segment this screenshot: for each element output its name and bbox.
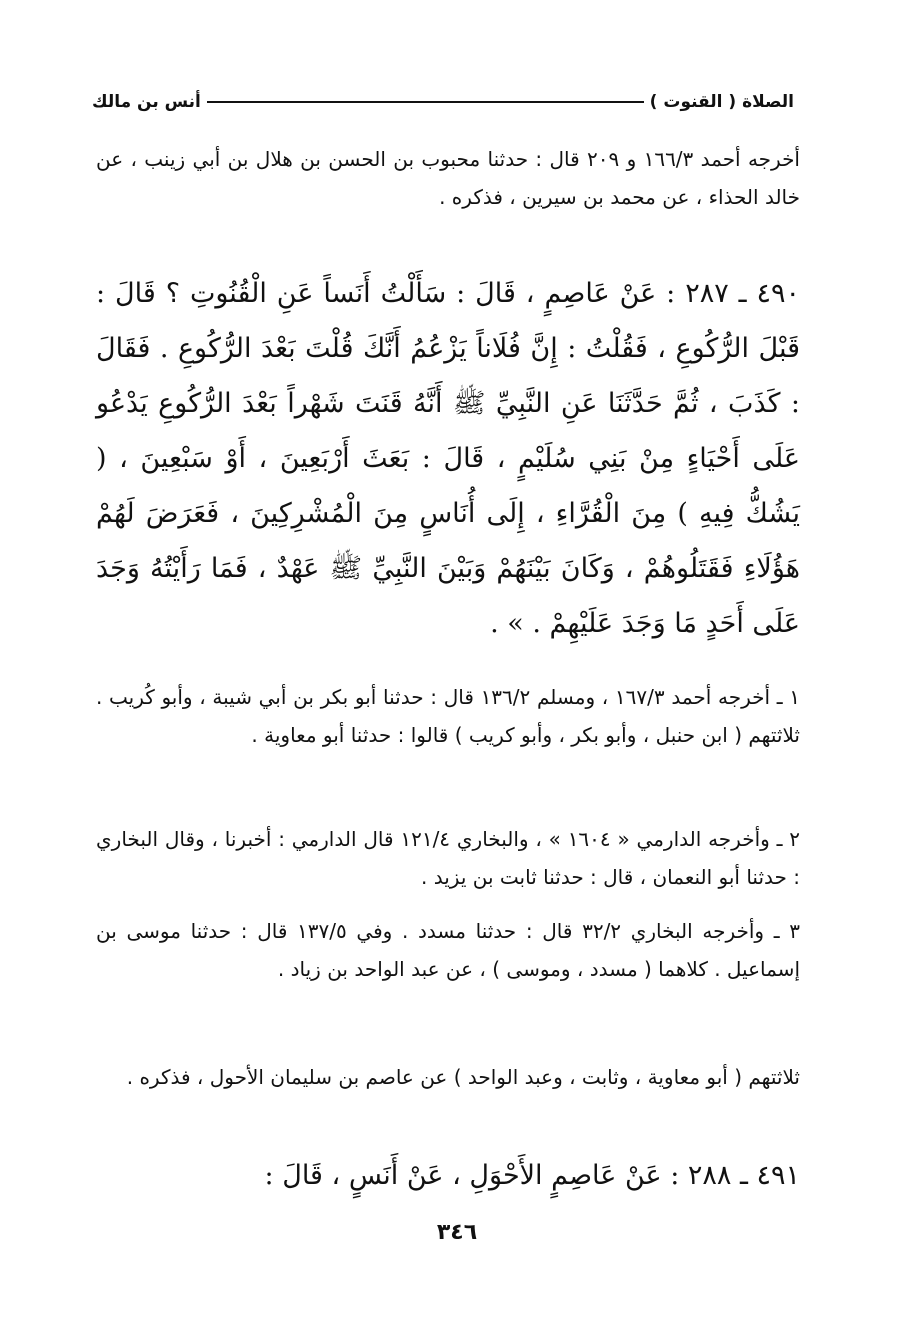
header-rule <box>207 101 644 103</box>
previous-source-note: أخرجه أحمد ١٦٦/٣ و ٢٠٩ قال : حدثنا محبوب بن الحسن بن هلال بن أبي زينب ، عن خالد الحذاء ، عن محمد بن سيرين ، فذكره . <box>96 147 800 209</box>
header-chapter: الصلاة ( القنوت ) <box>649 92 794 112</box>
takhrij-note-2: ٢ ـ وأخرجه الدارمي « ١٦٠٤ » ، والبخاري ١٢١/٤ قال الدارمي : أخبرنا ، وقال البخاري : حدثنا أبو النعمان ، قال : حدثنا ثابت بن يزيد . <box>96 827 801 889</box>
chain-summary: ثلاثتهم ( أبو معاوية ، وثابت ، وعبد الواحد ) عن عاصم بن سليمان الأحول ، فذكره . <box>126 1065 800 1089</box>
header-narrator: أنس بن مالك <box>92 92 201 112</box>
hadith-490: ٤٩٠ ـ ٢٨٧ : عَنْ عَاصِمٍ ، قَالَ : سَأَلْتُ أَنَساً عَنِ الْقُنُوتِ ؟ قَالَ : قَبْلَ الرُّكُوعِ ، فَقُلْتُ : إِنَّ فُلَاناً يَزْعُمُ أَنَّكَ قُلْتَ بَعْدَ الرُّكُوعِ . فَقَالَ : كَذَبَ ، ثُمَّ حَدَّثَنَا عَنِ النَّبِيِّ ﷺ أَنَّهُ قَنَتَ شَهْراً بَعْدَ الرُّكُوعِ يَدْعُو عَلَى أَحْيَاءٍ مِنْ بَنِي سُلَيْمٍ ، قَالَ : بَعَثَ أَرْبَعِينَ ، أَوْ سَبْعِينَ ، ( يَشُكُّ فِيهِ ) مِنَ الْقُرَّاءِ ، إِلَى أُنَاسٍ مِنَ الْمُشْرِكِينَ ، فَعَرَضَ لَهُمْ هَؤُلَاءِ فَقَتَلُوهُمْ ، وَكَانَ بَيْنَهُمْ وَبَيْنَ النَّبِيِّ ﷺ عَهْدٌ ، فَمَا رَأَيْتُهُ وَجَدَ عَلَى أَحَدٍ مَا وَجَدَ عَلَيْهِمْ . » . <box>96 278 800 639</box>
takhrij-note-3: ٣ ـ وأخرجه البخاري ٣٢/٢ قال : حدثنا مسدد . وفي ١٣٧/٥ قال : حدثنا موسى بن إسماعيل . كلاهما ( مسدد ، وموسى ) ، عن عبد الواحد بن زياد . <box>96 919 800 981</box>
hadith-491-heading: ٤٩١ ـ ٢٨٨ : عَنْ عَاصِمٍ الأَحْوَلِ ، عَنْ أَنَسٍ ، قَالَ : <box>264 1160 800 1191</box>
takhrij-note-1: ١ ـ أخرجه أحمد ١٦٧/٣ ، ومسلم ١٣٦/٢ قال : حدثنا أبو بكر بن أبي شيبة ، وأبو كُريب . ثلاثتهم ( ابن حنبل ، وأبو بكر ، وأبو كريب ) قالوا : حدثنا أبو معاوية . <box>96 685 800 747</box>
page-number: ٣٤٦ <box>436 1220 478 1245</box>
running-header <box>92 86 794 118</box>
